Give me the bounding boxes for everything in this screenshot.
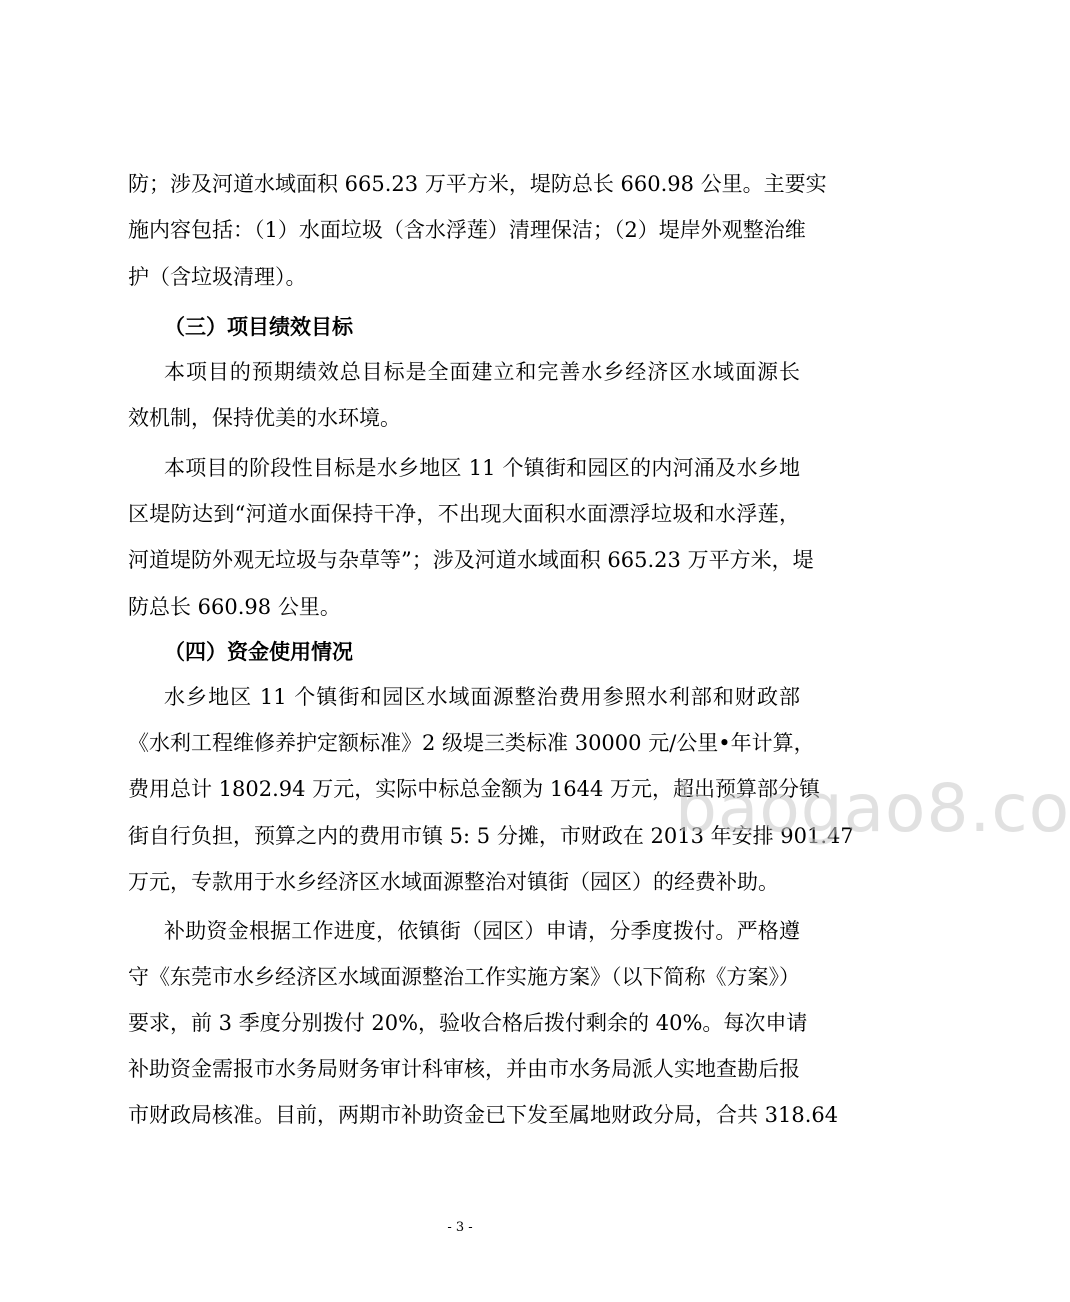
text-line: 要求，前 3 季度分别拨付 20%，验收合格后拨付剩余的 40%。每次申请: [128, 1011, 808, 1035]
watermark: baogao8.co: [675, 770, 1070, 847]
text-line: 本项目的阶段性目标是水乡地区 11 个镇街和园区的内河涌及水乡地: [164, 456, 800, 480]
text-line: 补助资金需报市水务局财务审计科审核，并由市水务局派人实地查勘后报: [128, 1057, 800, 1081]
text-line: 水乡地区 11 个镇街和园区水域面源整治费用参照水利部和财政部: [164, 685, 800, 709]
text-line: 守《东莞市水乡经济区水域面源整治工作实施方案》（以下简称《方案》）: [128, 965, 800, 989]
section-heading-3: （三）项目绩效目标: [164, 315, 353, 339]
text-line: 市财政局核准。目前，两期市补助资金已下发至属地财政分局，合共 318.64: [128, 1103, 839, 1127]
text-line: 施内容包括：（1）水面垃圾（含水浮莲）清理保洁；（2）堤岸外观整治维: [128, 218, 806, 242]
text-line: 护（含垃圾清理）。: [128, 265, 307, 289]
text-line: 河道堤防外观无垃圾与杂草等”；涉及河道水域面积 665.23 万平方米，堤: [128, 548, 814, 572]
text-line: 《水利工程维修养护定额标准》2 级堤三类标准 30000 元/公里•年计算，: [128, 731, 815, 755]
text-line: 效机制，保持优美的水环境。: [128, 406, 401, 430]
text-line: 费用总计 1802.94 万元，实际中标总金额为 1644 万元，超出预算部分镇: [128, 777, 820, 801]
section-heading-4: （四）资金使用情况: [164, 640, 353, 664]
text-line: 防总长 660.98 公里。: [128, 595, 341, 619]
text-line: 补助资金根据工作进度，依镇街（园区）申请，分季度拨付。严格遵: [164, 919, 800, 943]
text-line: 街自行负担，预算之内的费用市镇 5: 5 分摊，市财政在 2013 年安排 901.47: [128, 824, 854, 848]
text-line: 防；涉及河道水域面积 665.23 万平方米，堤防总长 660.98 公里。主要实: [128, 172, 827, 196]
text-line: 本项目的预期绩效总目标是全面建立和完善水乡经济区水域面源长: [164, 360, 800, 384]
text-line: 区堤防达到“河道水面保持干净，不出现大面积水面漂浮垃圾和水浮莲，: [128, 502, 800, 526]
page-number: - 3 -: [447, 1220, 473, 1235]
text-line: 万元，专款用于水乡经济区水域面源整治对镇街（园区）的经费补助。: [128, 870, 779, 894]
